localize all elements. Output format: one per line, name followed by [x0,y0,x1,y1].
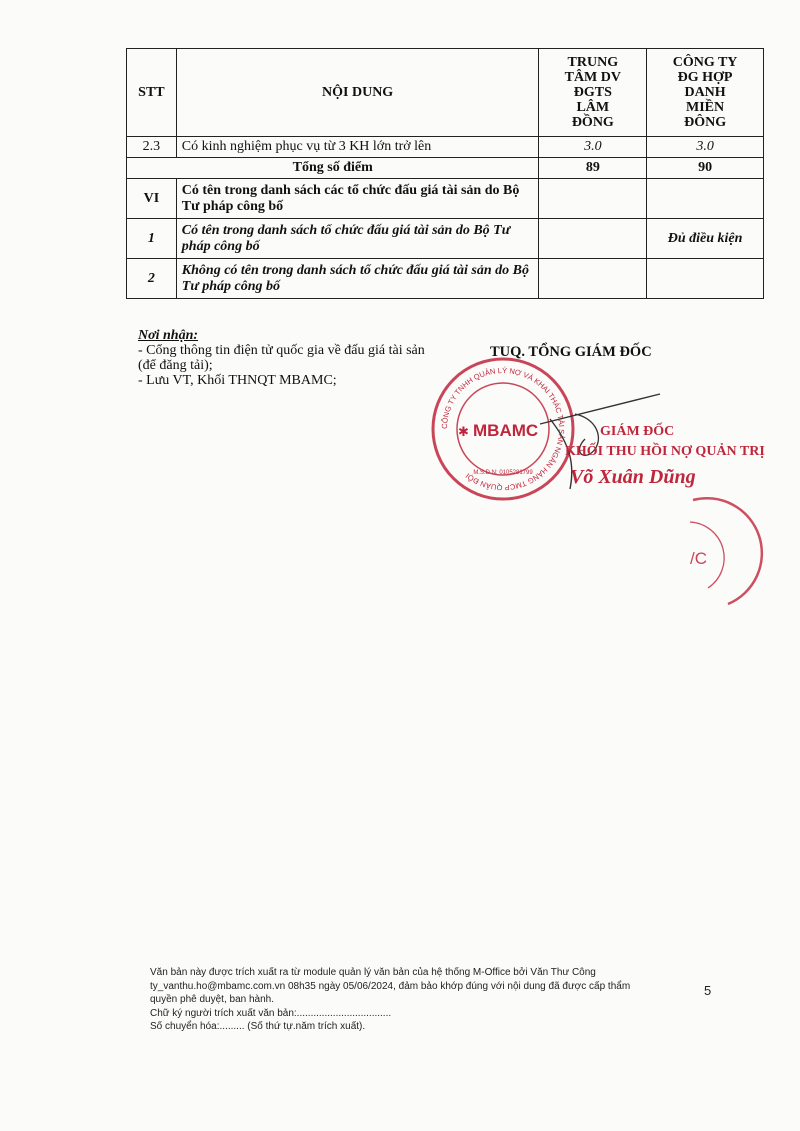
seal-msdn: M.S.D.N: 0105281799 [473,470,533,476]
header-col-b-line: CÔNG TY [672,55,738,70]
signer-department: KHỐI THU HỒI NỢ QUẢN TRỊ [565,444,765,459]
row-score-a [539,259,647,299]
header-col-b-line: ĐÔNG [684,115,727,130]
header-col-a-line: ĐỒNG [571,115,614,130]
row-score-b: 3.0 [647,137,764,158]
table-row [127,179,764,219]
header-col-a-line: LÂM [576,100,610,115]
page-number: 5 [704,983,712,998]
row-score-b [647,179,764,219]
footer-line: ty_vanthu.ho@mbamc.com.vn 08h35 ngày 05/06/2024, đảm bảo khớp đúng với nội dung đã được cấp thẩm [150,980,631,992]
table-row [127,219,764,259]
score-table [126,48,764,299]
header-col-b [647,49,764,137]
row-stt: 2.3 [127,137,177,158]
footer-line: quyền phê duyệt, ban hành. [150,994,274,1005]
footer-line: Chữ ký người trích xuất văn bản:.................................. [150,1007,392,1019]
partial-seal [688,492,768,612]
row-score-b: Đủ điều kiện [647,219,764,259]
recipient-line: - Lưu VT, Khối THNQT MBAMC; [138,373,337,388]
header-content: NỘI DUNG [176,49,539,137]
signer-title: GIÁM ĐỐC [600,424,675,439]
signer-name: Võ Xuân Dũng [570,466,696,488]
document-footer [150,966,670,1034]
table-header-row [127,49,764,137]
row-score-a [539,179,647,219]
table-row [127,137,764,158]
total-score-b: 90 [647,158,764,179]
header-col-a [539,49,647,137]
recipients-block [138,328,425,388]
row-content: Có tên trong danh sách các tổ chức đấu giá tài sản do Bộ Tư pháp công bố [176,179,539,219]
total-row [127,158,764,179]
seal-star-icon: ✱ [458,424,469,439]
row-content: Có kinh nghiệm phục vụ từ 3 KH lớn trở lên [176,137,539,158]
recipient-line: - Cổng thông tin điện tử quốc gia về đấu giá tài sản [138,343,425,358]
row-content: Có tên trong danh sách tổ chức đấu giá tài sản do Bộ Tư pháp công bố [176,219,539,259]
header-col-a-line: ĐGTS [573,85,612,100]
header-col-a-line: TRUNG [567,55,619,70]
table-row [127,259,764,299]
seal-ring-text: CÔNG TY TNHH QUẢN LÝ NỢ VÀ KHAI THÁC TÀI SẢN NGÂN HÀNG TMCP QUÂN ĐỘI [439,365,567,493]
row-score-b [647,259,764,299]
seal-logo: MBAMC [473,421,539,440]
header-col-a-line: TÂM DV [564,70,621,85]
footer-line: Văn bản này được trích xuất ra từ module quản lý văn bản của hệ thống M-Office bởi Văn Thư Công [150,967,596,978]
row-stt: VI [127,179,177,219]
total-score-a: 89 [539,158,647,179]
header-stt: STT [127,49,177,137]
header-col-b-line: ĐG HỢP [677,70,733,85]
row-score-a [539,219,647,259]
row-stt: 2 [127,259,177,299]
row-content: Không có tên trong danh sách tổ chức đấu giá tài sản do Bộ Tư pháp công bố [176,259,539,299]
partial-seal-text: /C [690,549,707,568]
total-label: Tổng số điểm [127,158,539,179]
row-stt: 1 [127,219,177,259]
signature-block [420,340,780,620]
recipient-line: (để đăng tải); [138,358,213,373]
footer-line: Số chuyển hóa:......... (Số thứ tự.năm trích xuất). [150,1021,366,1032]
header-col-b-line: MIỀN [686,100,725,115]
row-score-a: 3.0 [539,137,647,158]
recipients-title: Nơi nhận: [138,328,199,343]
header-col-b-line: DANH [684,85,726,100]
signature-tuq: TUQ. TỔNG GIÁM ĐỐC [490,344,652,360]
